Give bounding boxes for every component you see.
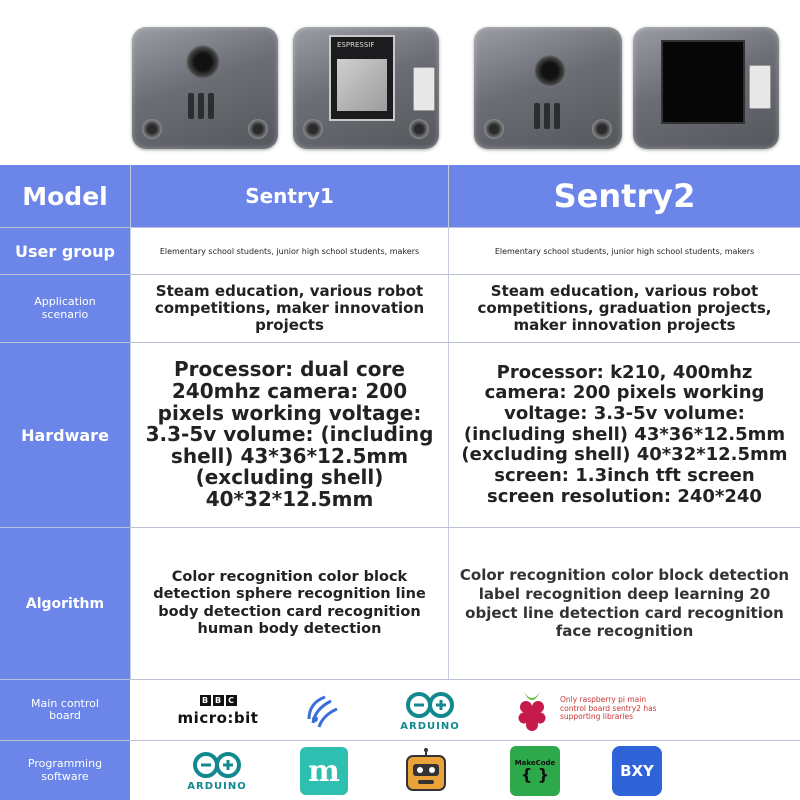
table-row [0, 527, 800, 679]
model-header: Model [0, 165, 130, 227]
robot-face-logo [402, 747, 450, 795]
camera-lens-icon [534, 55, 566, 87]
mpython-logo [300, 688, 346, 734]
camera-lens-icon [186, 45, 220, 79]
raspberry-pi-note: Only raspberry pi main control board sentry2 has supporting libraries [560, 695, 657, 722]
makecode-logo [510, 746, 560, 796]
arduino-infinity-icon [191, 751, 243, 779]
esp32-chip [329, 35, 395, 121]
programming-logos [130, 741, 800, 800]
arduino-logo [185, 746, 249, 796]
hardware-label: Hardware [0, 343, 130, 527]
main-control-label-text: Main control board [31, 696, 99, 722]
programming-label-text: Programming software [27, 757, 103, 783]
raspberry-pi-logo [512, 686, 552, 736]
sentry1-back-photo [293, 27, 439, 149]
bxy-logo [612, 746, 662, 796]
main-control-label [0, 680, 130, 740]
application-label-text: Application scenario [34, 295, 96, 321]
mind-plus-logo [300, 747, 348, 795]
sentry2-header: Sentry2 [448, 165, 800, 227]
table-row [0, 679, 800, 740]
sentry2-back-photo [633, 27, 779, 149]
sentry2-algorithm: Color recognition color block detection label recognition deep learning 20 object line detection card recognition face recognition [448, 528, 800, 679]
microbit-logo [178, 688, 258, 733]
chip-label: ESPRESSIF [337, 41, 375, 49]
main-control-logos [130, 680, 800, 740]
comparison-table [0, 165, 800, 800]
bxy-text: BXY [620, 762, 654, 780]
table-row [0, 274, 800, 342]
sentry2-hardware: Processor: k210, 400mhz camera: 200 pixels working voltage: 3.3-5v volume: (including shell) 43*36*12.5mm (excluding shell) 40*32*12.5mm screen: 1.3inch tft screen screen resolution: 240*240 [448, 343, 800, 527]
mpython-icon [301, 689, 345, 733]
sentry2-application: Steam education, various robot competitions, graduation projects, maker innovation projects [448, 275, 800, 342]
robot-face-icon [403, 748, 449, 794]
arduino-logo [398, 686, 462, 736]
makecode-icon: { } [520, 765, 550, 784]
user-group-label: User group [0, 228, 130, 274]
table-row [0, 342, 800, 527]
sentry1-hardware: Processor: dual core 240mhz camera: 200 pixels working voltage: 3.3-5v volume: (including shell) 43*36*12.5mm (excluding shell) 40*32*12.5mm [130, 343, 448, 527]
programming-label [0, 741, 130, 800]
sentry2-user-group: Elementary school students, junior high school students, makers [448, 228, 800, 274]
mind-plus-icon: m [308, 753, 340, 789]
bbc-icon: B B C [200, 695, 237, 706]
arduino-infinity-icon [404, 691, 456, 719]
table-row [0, 740, 800, 800]
algorithm-label: Algorithm [0, 528, 130, 679]
table-row [0, 227, 800, 274]
makecode-text: MakeCode [514, 759, 556, 767]
raspberry-pi-icon [514, 688, 550, 734]
table-header-row [0, 165, 800, 227]
sentry2-front-photo [474, 27, 622, 149]
sentry1-user-group: Elementary school students, junior high school students, makers [130, 228, 448, 274]
application-label [0, 275, 130, 342]
product-photos [0, 0, 800, 165]
sentry1-application: Steam education, various robot competitions, maker innovation projects [130, 275, 448, 342]
tft-screen [661, 40, 745, 124]
microbit-text: micro:bit [177, 708, 259, 727]
sentry1-front-photo [132, 27, 278, 149]
arduino-text: ARDUINO [187, 780, 247, 792]
sentry1-header: Sentry1 [130, 165, 448, 227]
sentry1-algorithm: Color recognition color block detection sphere recognition line body detection card recognition human body detection [130, 528, 448, 679]
arduino-text: ARDUINO [400, 720, 460, 732]
